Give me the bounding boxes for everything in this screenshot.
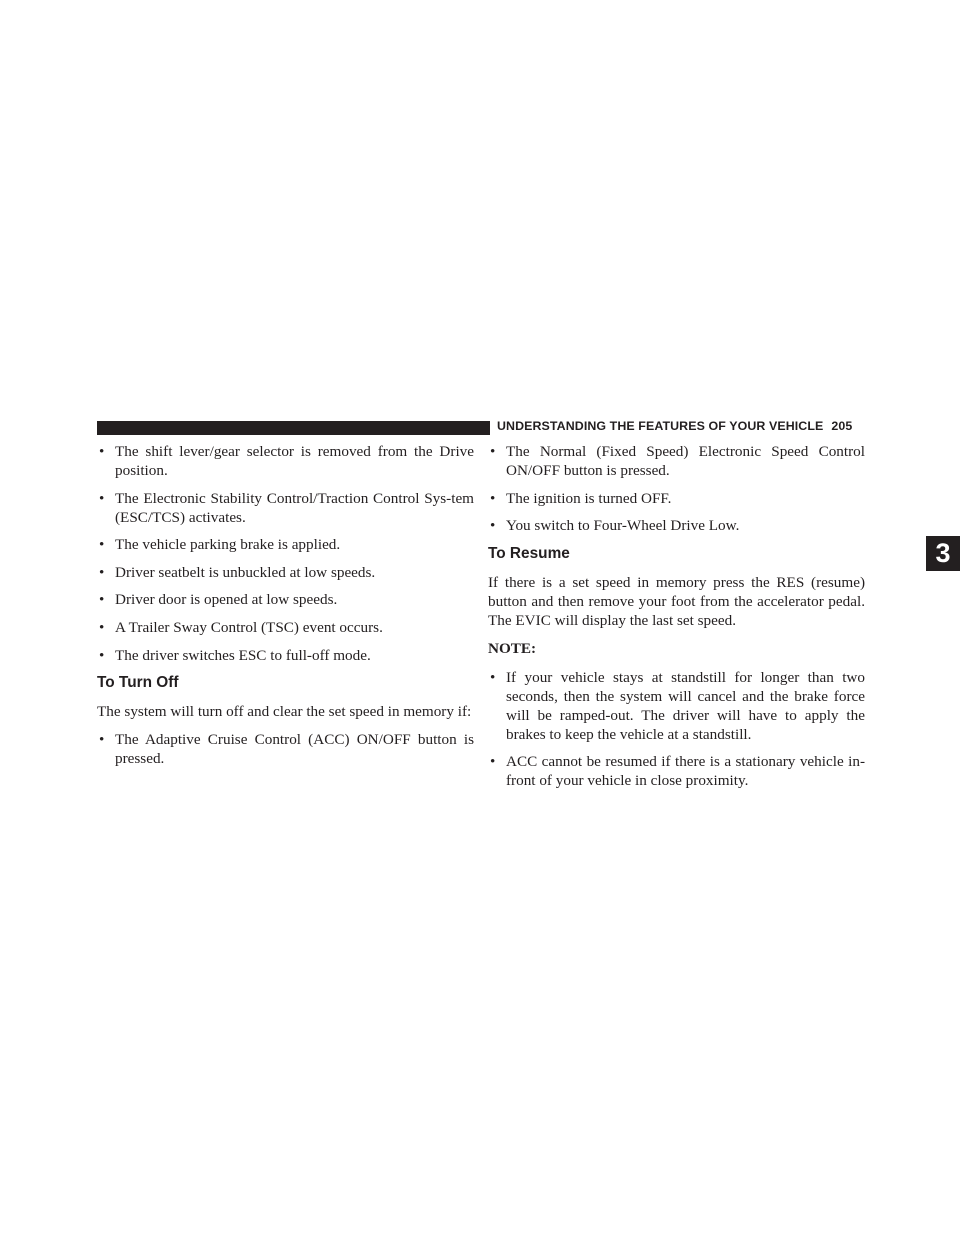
list-item: • The Adaptive Cruise Control (ACC) ON/OFF button is pressed. (97, 730, 474, 768)
list-item: • You switch to Four-Wheel Drive Low. (488, 516, 865, 535)
left-column (97, 442, 474, 777)
condition-list-continued (488, 442, 865, 535)
running-header (497, 419, 852, 433)
list-item: • The Electronic Stability Control/Traction Control Sys-tem (ESC/TCS) activates. (97, 489, 474, 527)
list-item: • Driver door is opened at low speeds. (97, 590, 474, 609)
turn-off-list (97, 730, 474, 768)
list-item: • Driver seatbelt is unbuckled at low speeds. (97, 563, 474, 582)
chapter-tab: 3 (926, 536, 960, 571)
turn-off-heading: To Turn Off (97, 674, 179, 692)
resume-heading: To Resume (488, 544, 570, 562)
page-number: 205 (831, 419, 853, 433)
list-item: • The shift lever/gear selector is removed from the Drive position. (97, 442, 474, 480)
list-item: • If your vehicle stays at standstill for longer than two seconds, then the system will cancel and the brake force will be ramped-out. The driver will have to apply the brakes to keep the vehicle at a standstill. (488, 668, 865, 744)
right-column (488, 442, 865, 799)
list-item: • A Trailer Sway Control (TSC) event occurs. (97, 618, 474, 637)
condition-list (97, 442, 474, 665)
list-item: • The ignition is turned OFF. (488, 489, 865, 508)
section-title: UNDERSTANDING THE FEATURES OF YOUR VEHICLE (497, 419, 824, 433)
turn-off-intro: The system will turn off and clear the set speed in memory if: (97, 703, 472, 721)
note-label: NOTE: (488, 639, 537, 657)
list-item: • The vehicle parking brake is applied. (97, 535, 474, 554)
list-item: • ACC cannot be resumed if there is a stationary vehicle in-front of your vehicle in close proximity. (488, 752, 865, 790)
list-item: • The driver switches ESC to full-off mode. (97, 646, 474, 665)
resume-text: If there is a set speed in memory press the RES (resume) button and then remove your foot from the accelerator pedal. The EVIC will display the last set speed. (488, 573, 865, 629)
header-rule-bar (97, 421, 490, 435)
list-item: • The Normal (Fixed Speed) Electronic Speed Control ON/OFF button is pressed. (488, 442, 865, 480)
note-list (488, 668, 865, 791)
